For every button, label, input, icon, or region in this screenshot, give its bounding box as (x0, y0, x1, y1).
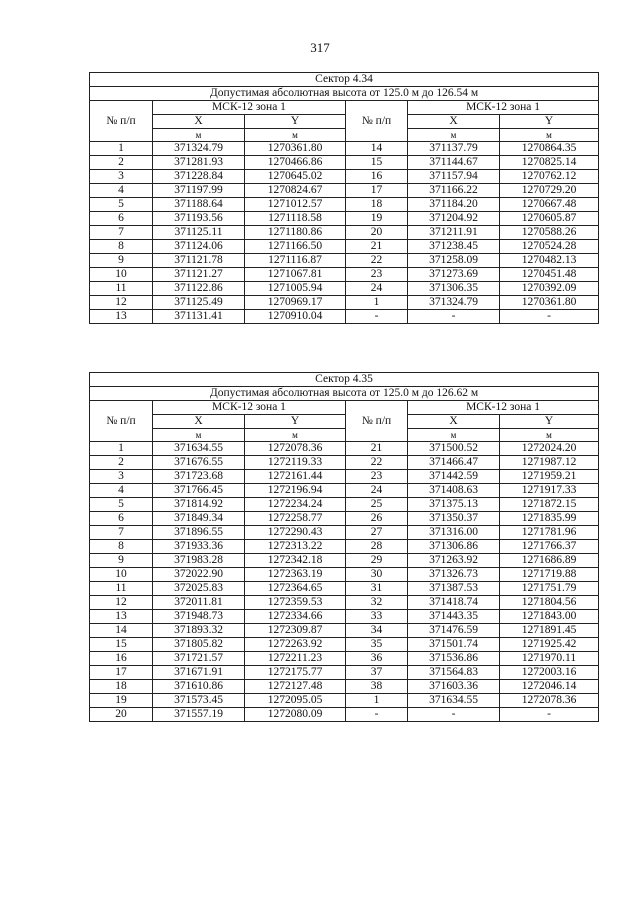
point-number: 14 (346, 142, 408, 156)
point-number: 34 (346, 624, 408, 638)
point-number: 1 (346, 694, 408, 708)
coord-y: 1272290.43 (245, 526, 346, 540)
coord-x: 371122.86 (153, 282, 245, 296)
point-number: 15 (346, 156, 408, 170)
coord-x: 371316.00 (408, 526, 500, 540)
coord-x: 371671.91 (153, 666, 245, 680)
col-header-x: X (408, 115, 500, 129)
unit-label: м (153, 429, 245, 442)
coord-y: 1272003.16 (500, 666, 599, 680)
coord-x: 371204.92 (408, 212, 500, 226)
coord-x: 371442.59 (408, 470, 500, 484)
coord-y: 1272258.77 (245, 512, 346, 526)
coord-x: 371723.68 (153, 470, 245, 484)
coord-y: 1272309.87 (245, 624, 346, 638)
coord-x: 371948.73 (153, 610, 245, 624)
coord-y: 1270645.02 (245, 170, 346, 184)
coord-y: 1271719.88 (500, 568, 599, 582)
point-number: 2 (90, 456, 153, 470)
coord-y: 1270667.48 (500, 198, 599, 212)
point-number: 30 (346, 568, 408, 582)
col-header-x: X (153, 115, 245, 129)
point-number: 7 (90, 226, 153, 240)
col-header-zone: МСК-12 зона 1 (408, 101, 599, 115)
coord-x: - (408, 708, 500, 722)
table-row (90, 442, 599, 456)
point-number: 4 (90, 184, 153, 198)
table-row (90, 540, 599, 554)
coord-x: 371443.35 (408, 610, 500, 624)
coord-y: 1270910.04 (245, 310, 346, 324)
coord-y: 1272127.48 (245, 680, 346, 694)
coord-y: 1271891.45 (500, 624, 599, 638)
table-row (90, 610, 599, 624)
point-number: 6 (90, 212, 153, 226)
height-range: Допустимая абсолютная высота от 125.0 м до 126.54 м (90, 87, 599, 101)
height-range: Допустимая абсолютная высота от 125.0 м до 126.62 м (90, 387, 599, 401)
coord-x: 371896.55 (153, 526, 245, 540)
table-row (90, 526, 599, 540)
coord-x: 371536.86 (408, 652, 500, 666)
coord-y: 1271970.11 (500, 652, 599, 666)
point-number: 20 (346, 226, 408, 240)
coord-x: 371610.86 (153, 680, 245, 694)
point-number: 14 (90, 624, 153, 638)
point-number: 11 (90, 582, 153, 596)
point-number: 9 (90, 554, 153, 568)
coord-y: 1272334.66 (245, 610, 346, 624)
coord-y: 1271843.00 (500, 610, 599, 624)
coord-y: 1271012.57 (245, 198, 346, 212)
point-number: 3 (90, 470, 153, 484)
coord-y: 1272234.24 (245, 498, 346, 512)
unit-label: м (408, 129, 500, 142)
coord-x: 371500.52 (408, 442, 500, 456)
coord-y: 1271781.96 (500, 526, 599, 540)
point-number: 7 (90, 526, 153, 540)
table-row (90, 254, 599, 268)
coord-x: 371193.56 (153, 212, 245, 226)
point-number: 12 (90, 596, 153, 610)
table-row (90, 198, 599, 212)
point-number: 18 (90, 680, 153, 694)
col-header-y: Y (245, 115, 346, 129)
table-row (90, 484, 599, 498)
table-row (90, 680, 599, 694)
table-row (90, 310, 599, 324)
coord-y: 1271835.99 (500, 512, 599, 526)
point-number: - (346, 708, 408, 722)
point-number: 23 (346, 470, 408, 484)
point-number: 1 (346, 296, 408, 310)
coord-y: 1271005.94 (245, 282, 346, 296)
coord-y: 1270824.67 (245, 184, 346, 198)
point-number: 10 (90, 268, 153, 282)
coord-y: 1272196.94 (245, 484, 346, 498)
coord-y: 1272024.20 (500, 442, 599, 456)
coord-x: 371228.84 (153, 170, 245, 184)
table-row (90, 708, 599, 722)
coord-y: 1272363.19 (245, 568, 346, 582)
table-row (90, 624, 599, 638)
point-number: 3 (90, 170, 153, 184)
coord-x: 371573.45 (153, 694, 245, 708)
unit-label: м (500, 129, 599, 142)
col-header-number: № п/п (90, 401, 153, 442)
table-row (90, 666, 599, 680)
coord-y: 1270864.35 (500, 142, 599, 156)
table-row (90, 212, 599, 226)
coord-x: 371676.55 (153, 456, 245, 470)
coord-y: 1271925.42 (500, 638, 599, 652)
point-number: 25 (346, 498, 408, 512)
coord-x: 371324.79 (153, 142, 245, 156)
coord-y: 1272046.14 (500, 680, 599, 694)
point-number: 8 (90, 540, 153, 554)
point-number: 26 (346, 512, 408, 526)
coord-x: 371324.79 (408, 296, 500, 310)
coord-y: 1271166.50 (245, 240, 346, 254)
sector-title: Сектор 4.35 (90, 373, 599, 387)
point-number: 19 (346, 212, 408, 226)
coord-x: 371766.45 (153, 484, 245, 498)
coord-y: 1270361.80 (500, 296, 599, 310)
coord-x: 371350.37 (408, 512, 500, 526)
coord-y: 1270605.87 (500, 212, 599, 226)
coord-y: 1272080.09 (245, 708, 346, 722)
table-row (90, 170, 599, 184)
point-number: 29 (346, 554, 408, 568)
point-number: 37 (346, 666, 408, 680)
coord-x: 371157.94 (408, 170, 500, 184)
point-number: 1 (90, 142, 153, 156)
coord-y: 1271987.12 (500, 456, 599, 470)
point-number: 13 (90, 610, 153, 624)
coord-y: 1271686.89 (500, 554, 599, 568)
point-number: 17 (346, 184, 408, 198)
coord-x: 371466.47 (408, 456, 500, 470)
table-row (90, 568, 599, 582)
col-header-zone: МСК-12 зона 1 (408, 401, 599, 415)
coord-x: 371238.45 (408, 240, 500, 254)
point-number: 36 (346, 652, 408, 666)
point-number: 16 (346, 170, 408, 184)
coord-x: 371184.20 (408, 198, 500, 212)
point-number: 24 (346, 282, 408, 296)
col-header-zone: МСК-12 зона 1 (153, 401, 346, 415)
point-number: 19 (90, 694, 153, 708)
table-row (90, 652, 599, 666)
point-number: 10 (90, 568, 153, 582)
coord-x: 371564.83 (408, 666, 500, 680)
col-header-x: X (408, 415, 500, 429)
unit-label: м (500, 429, 599, 442)
col-header-number: № п/п (90, 101, 153, 142)
coord-y: 1272313.22 (245, 540, 346, 554)
coord-y: 1272095.05 (245, 694, 346, 708)
coord-x: 372022.90 (153, 568, 245, 582)
coord-y: 1270969.17 (245, 296, 346, 310)
coord-x: 371188.64 (153, 198, 245, 212)
point-number: 17 (90, 666, 153, 680)
coord-x: 371983.28 (153, 554, 245, 568)
coord-x: 371408.63 (408, 484, 500, 498)
coord-y: 1271751.79 (500, 582, 599, 596)
coord-x: 372025.83 (153, 582, 245, 596)
table-row (90, 226, 599, 240)
coord-x: 371197.99 (153, 184, 245, 198)
coord-y: 1270392.09 (500, 282, 599, 296)
point-number: 16 (90, 652, 153, 666)
coord-y: 1271766.37 (500, 540, 599, 554)
point-number: 5 (90, 198, 153, 212)
table-row (90, 282, 599, 296)
coord-x: 371124.06 (153, 240, 245, 254)
table-row (90, 184, 599, 198)
point-number: 4 (90, 484, 153, 498)
point-number: 28 (346, 540, 408, 554)
coord-x: 371476.59 (408, 624, 500, 638)
table-row (90, 582, 599, 596)
coord-y: 1271180.86 (245, 226, 346, 240)
table-row (90, 512, 599, 526)
point-number: 13 (90, 310, 153, 324)
point-number: 27 (346, 526, 408, 540)
point-number: 21 (346, 442, 408, 456)
coord-y: 1270588.26 (500, 226, 599, 240)
coord-x: 371418.74 (408, 596, 500, 610)
point-number: 32 (346, 596, 408, 610)
coord-y: 1270451.48 (500, 268, 599, 282)
col-header-y: Y (245, 415, 346, 429)
coord-y: 1272364.65 (245, 582, 346, 596)
point-number: 21 (346, 240, 408, 254)
coord-y: 1272263.92 (245, 638, 346, 652)
coord-x: 371137.79 (408, 142, 500, 156)
coord-y: - (500, 708, 599, 722)
point-number: 12 (90, 296, 153, 310)
coord-x: 371603.36 (408, 680, 500, 694)
point-number: 9 (90, 254, 153, 268)
point-number: 8 (90, 240, 153, 254)
point-number: 22 (346, 254, 408, 268)
col-header-y: Y (500, 115, 599, 129)
point-number: 23 (346, 268, 408, 282)
coord-y: 1272342.18 (245, 554, 346, 568)
coord-y: 1271118.58 (245, 212, 346, 226)
coord-y: - (500, 310, 599, 324)
coord-y: 1270466.86 (245, 156, 346, 170)
coord-x: 371273.69 (408, 268, 500, 282)
point-number: 38 (346, 680, 408, 694)
coord-x: 371501.74 (408, 638, 500, 652)
coord-y: 1271917.33 (500, 484, 599, 498)
unit-label: м (245, 129, 346, 142)
coord-x: 371125.49 (153, 296, 245, 310)
col-header-number: № п/п (346, 101, 408, 142)
table-row (90, 456, 599, 470)
coord-x: 371125.11 (153, 226, 245, 240)
coord-x: 371375.13 (408, 498, 500, 512)
coord-y: 1270361.80 (245, 142, 346, 156)
col-header-y: Y (500, 415, 599, 429)
coord-x: 371131.41 (153, 310, 245, 324)
coord-y: 1270524.28 (500, 240, 599, 254)
table-row (90, 498, 599, 512)
table-row (90, 554, 599, 568)
coord-x: 371634.55 (153, 442, 245, 456)
unit-label: м (245, 429, 346, 442)
coord-x: 371306.86 (408, 540, 500, 554)
coord-x: 371893.32 (153, 624, 245, 638)
point-number: 24 (346, 484, 408, 498)
point-number: 1 (90, 442, 153, 456)
coord-y: 1272175.77 (245, 666, 346, 680)
coord-y: 1272211.23 (245, 652, 346, 666)
coord-y: 1270729.20 (500, 184, 599, 198)
coordinates-table-sector-4-34 (89, 72, 599, 324)
table-row (90, 694, 599, 708)
table-row (90, 268, 599, 282)
point-number: 22 (346, 456, 408, 470)
coord-x: 371281.93 (153, 156, 245, 170)
coord-y: 1272078.36 (245, 442, 346, 456)
point-number: 20 (90, 708, 153, 722)
col-header-x: X (153, 415, 245, 429)
coord-x: 371634.55 (408, 694, 500, 708)
coord-y: 1271872.15 (500, 498, 599, 512)
coord-x: 371263.92 (408, 554, 500, 568)
page-number: 317 (310, 40, 330, 55)
unit-label: м (408, 429, 500, 442)
coord-x: 371211.91 (408, 226, 500, 240)
coord-x: 371121.78 (153, 254, 245, 268)
coord-x: 371805.82 (153, 638, 245, 652)
coord-x: 371326.73 (408, 568, 500, 582)
coord-x: 371849.34 (153, 512, 245, 526)
coord-y: 1271116.87 (245, 254, 346, 268)
coord-x: 371306.35 (408, 282, 500, 296)
col-header-zone: МСК-12 зона 1 (153, 101, 346, 115)
table-row (90, 638, 599, 652)
unit-label: м (153, 129, 245, 142)
coord-y: 1272161.44 (245, 470, 346, 484)
coord-x: - (408, 310, 500, 324)
table-row (90, 470, 599, 484)
coord-x: 371933.36 (153, 540, 245, 554)
coord-x: 372011.81 (153, 596, 245, 610)
point-number: - (346, 310, 408, 324)
coord-x: 371166.22 (408, 184, 500, 198)
point-number: 6 (90, 512, 153, 526)
coord-x: 371144.67 (408, 156, 500, 170)
point-number: 33 (346, 610, 408, 624)
point-number: 11 (90, 282, 153, 296)
coord-x: 371387.53 (408, 582, 500, 596)
coord-x: 371814.92 (153, 498, 245, 512)
coord-y: 1272078.36 (500, 694, 599, 708)
coord-y: 1270762.12 (500, 170, 599, 184)
point-number: 5 (90, 498, 153, 512)
table-row (90, 142, 599, 156)
point-number: 18 (346, 198, 408, 212)
point-number: 31 (346, 582, 408, 596)
coord-y: 1270482.13 (500, 254, 599, 268)
coord-x: 371721.57 (153, 652, 245, 666)
coord-y: 1271067.81 (245, 268, 346, 282)
coord-y: 1271804.56 (500, 596, 599, 610)
table-row (90, 240, 599, 254)
col-header-number: № п/п (346, 401, 408, 442)
point-number: 2 (90, 156, 153, 170)
table-row (90, 156, 599, 170)
coord-y: 1272119.33 (245, 456, 346, 470)
coord-y: 1270825.14 (500, 156, 599, 170)
coord-y: 1271959.21 (500, 470, 599, 484)
coord-x: 371258.09 (408, 254, 500, 268)
point-number: 15 (90, 638, 153, 652)
sector-title: Сектор 4.34 (90, 73, 599, 87)
point-number: 35 (346, 638, 408, 652)
table-row (90, 596, 599, 610)
table-row (90, 296, 599, 310)
coord-x: 371557.19 (153, 708, 245, 722)
coord-y: 1272359.53 (245, 596, 346, 610)
coord-x: 371121.27 (153, 268, 245, 282)
coordinates-table-sector-4-35 (89, 372, 599, 722)
